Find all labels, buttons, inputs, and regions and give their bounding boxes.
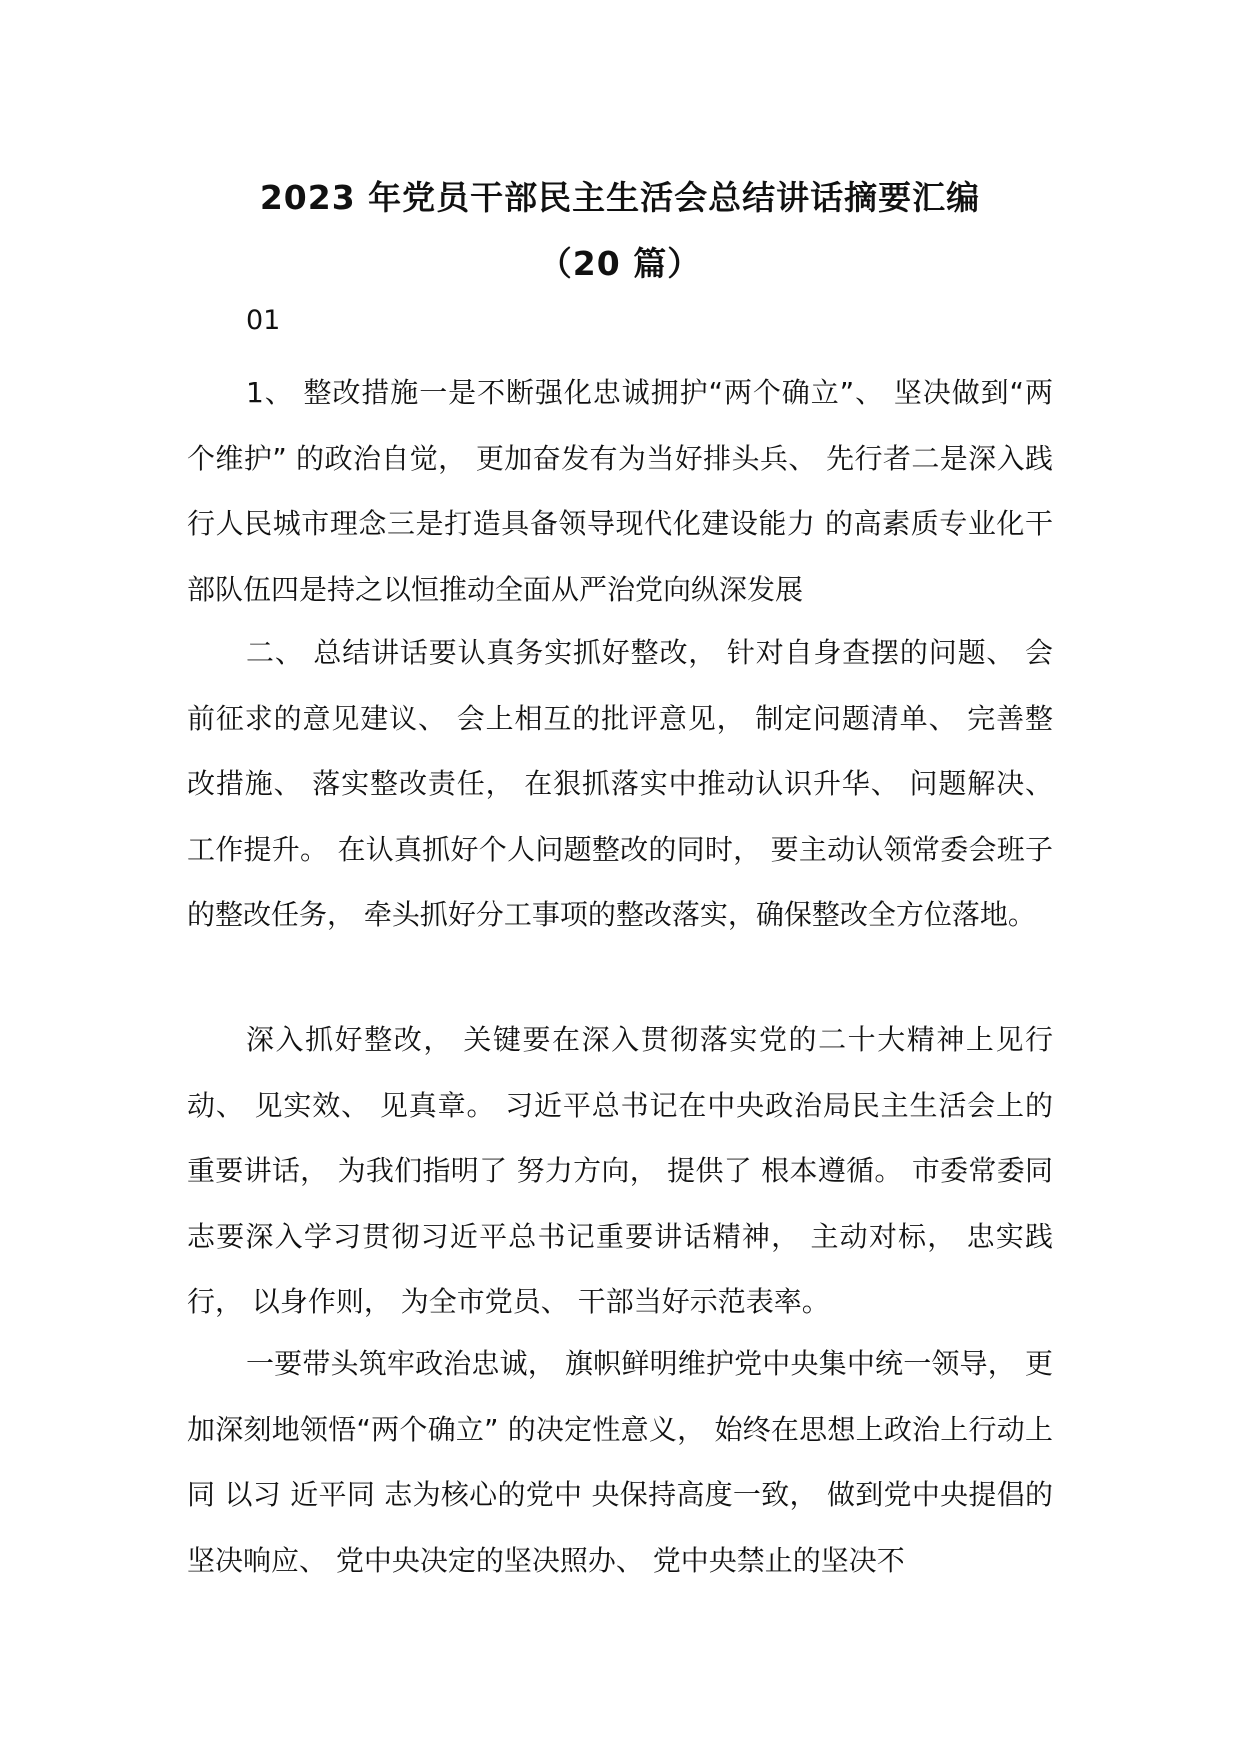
paragraph-4	[187, 1331, 1053, 1593]
section-number: 01	[246, 305, 281, 336]
document-subtitle: （20 篇）	[538, 244, 702, 283]
document-title: 2023 年党员干部民主生活会总结讲话摘要汇编	[259, 178, 981, 217]
paragraph-text: 1、 整改措施一是不断强化忠诚拥护“两个确立”、 坚决做到“两个维护” 的政治自觉， 更加奋发有为当好排头兵、 先行者二是深入践行人民城市理念三是打造具备领导现代化建设能力 的高素质专业化干部队伍四是持之以恒推动全面从严治党向纵深发展	[187, 376, 1053, 606]
paragraph-text: 二、 总结讲话要认真务实抓好整改， 针对自身查摆的问题、 会前征求的意见建议、 会上相互的批评意见， 制定问题清单、 完善整改措施、 落实整改责任， 在狠抓落实中推动认识升华、 问题解决、 工作提升。 在认真抓好个人问题整改的同时， 要主动认领常委会班子的整改任务， 牵头抓好分工事项的整改落实，确保整改全方位落地。	[187, 636, 1053, 931]
paragraph-text: 一要带头筑牢政治忠诚， 旗帜鲜明维护党中央集中统一领导， 更加深刻地领悟“两个确立” 的决定性意义， 始终在思想上政治上行动上同 以习 近平同 志为核心的党中 央保持高度一致， 做到党中央提倡的坚决响应、 党中央决定的坚决照办、 党中央禁止的坚决不	[187, 1347, 1053, 1577]
paragraph-3	[187, 1007, 1053, 1335]
paragraph-text: 深入抓好整改， 关键要在深入贯彻落实党的二十大精神上见行动、 见实效、 见真章。 习近平总书记在中央政治局民主生活会上的重要讲话， 为我们指明了 努力方向， 提供了 根本遵循。 市委常委同志要深入学习贯彻习近平总书记重要讲话精神， 主动对标， 忠实践行， 以身作则， 为全市党员、 干部当好示范表率。	[187, 1023, 1053, 1318]
paragraph-1	[187, 360, 1053, 622]
paragraph-2	[187, 620, 1053, 948]
